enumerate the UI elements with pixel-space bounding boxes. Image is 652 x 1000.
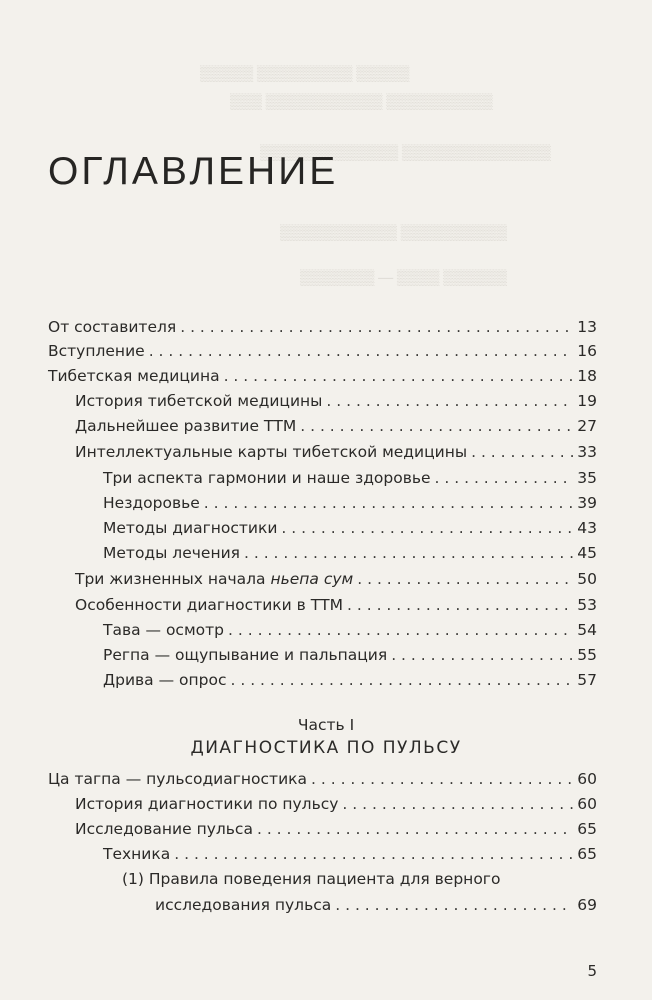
toc-entry[interactable]: [75, 417, 597, 441]
toc-entry-title: Особенности диагностики в ТТМ: [75, 596, 344, 614]
toc-entry-page: 55: [577, 646, 597, 664]
leader-dots: [230, 671, 573, 689]
leader-dots: [244, 544, 573, 562]
show-through-line: ▒▒▒▒▒▒ ▒▒▒▒ — ▒▒▒▒▒▒▒: [300, 270, 507, 286]
toc-entry-page: 16: [577, 342, 597, 360]
leader-dots: [149, 342, 574, 360]
toc-entry-page: 43: [577, 519, 597, 537]
leader-dots: [335, 896, 573, 914]
toc-entry-first-line[interactable]: [122, 870, 500, 894]
toc-entry[interactable]: [75, 596, 597, 620]
toc-entry-title: Тибетская медицина: [48, 367, 220, 385]
toc-entry[interactable]: [75, 392, 597, 416]
toc-entry-title: [75, 570, 353, 588]
toc-entry-page: 57: [577, 671, 597, 689]
toc-entry-title: Регпа — ощупывание и пальпация: [103, 646, 388, 664]
toc-entry-title: Вступление: [48, 342, 145, 360]
leader-dots: [311, 770, 573, 788]
toc-entry-page: 39: [577, 494, 597, 512]
leader-dots: [300, 417, 573, 435]
toc-entry-page: 33: [577, 443, 597, 461]
toc-entry-title: Нездоровье: [103, 494, 200, 512]
toc-entry-title-text: Три жизненных начала: [75, 570, 271, 588]
page-number: 5: [587, 962, 597, 980]
leader-dots: [347, 596, 573, 614]
toc-entry-page: 27: [577, 417, 597, 435]
leader-dots: [228, 621, 573, 639]
toc-entry[interactable]: [103, 646, 597, 670]
toc-entry[interactable]: [75, 570, 597, 594]
toc-entry-page: 19: [577, 392, 597, 410]
toc-entry[interactable]: [48, 342, 597, 366]
toc-entry-title: исследования пульса: [155, 896, 332, 914]
toc-entry[interactable]: [75, 820, 597, 844]
toc-entry-title: История диагностики по пульсу: [75, 795, 339, 813]
toc-entry[interactable]: [75, 795, 597, 819]
toc-entry[interactable]: [103, 469, 597, 493]
toc-entry[interactable]: [155, 896, 597, 920]
leader-dots: [471, 443, 573, 461]
toc-entry-page: 53: [577, 596, 597, 614]
toc-entry[interactable]: [103, 845, 597, 869]
show-through-line: ▒▒▒▒▒▒▒▒▒▒ ▒▒▒▒▒▒▒▒▒▒▒: [280, 225, 507, 241]
leader-dots: [435, 469, 574, 487]
toc-entry[interactable]: [48, 367, 597, 391]
toc-entry-page: 60: [577, 770, 597, 788]
toc-entry-title: Дрива — опрос: [103, 671, 227, 689]
toc-entry-title: Дальнейшее развитие ТТМ: [75, 417, 297, 435]
show-through-line: ▒▒▒▒▒▒▒▒▒▒▒▒▒▒ ▒▒▒▒▒▒▒▒▒▒▒▒▒: [260, 145, 551, 161]
toc-entry-title: Исследование пульса: [75, 820, 253, 838]
leader-dots: [180, 318, 573, 336]
toc-entry-page: 35: [577, 469, 597, 487]
toc-entry-title: (1) Правила поведения пациента для верного: [122, 870, 501, 888]
toc-entry-page: 54: [577, 621, 597, 639]
leader-dots: [224, 367, 574, 385]
part-title: ДИАГНОСТИКА ПО ПУЛЬСУ: [190, 738, 462, 758]
show-through-line: ▒▒▒▒▒▒▒▒▒▒ ▒▒▒▒▒▒▒▒▒▒▒ ▒▒▒: [230, 94, 493, 110]
toc-entry-title: Интеллектуальные карты тибетской медицины: [75, 443, 468, 461]
toc-entry[interactable]: [103, 519, 597, 543]
leader-dots: [257, 820, 573, 838]
toc-entry-page: 60: [577, 795, 597, 813]
leader-dots: [357, 570, 573, 588]
toc-entry[interactable]: [103, 671, 597, 695]
toc-entry-title: Методы лечения: [103, 544, 240, 562]
toc-entry-page: 65: [577, 845, 597, 863]
toc-entry-page: 45: [577, 544, 597, 562]
toc-entry-title-italic: ньепа сум: [270, 570, 354, 588]
toc-entry-page: 13: [577, 318, 597, 336]
toc-entry[interactable]: [75, 443, 597, 467]
toc-entry[interactable]: [48, 318, 597, 342]
toc-entry-title: От составителя: [48, 318, 177, 336]
toc-entry-page: 65: [577, 820, 597, 838]
leader-dots: [342, 795, 573, 813]
part-number: Часть I: [297, 716, 355, 734]
toc-entry[interactable]: [103, 621, 597, 645]
leader-dots: [281, 519, 573, 537]
toc-entry-title: Техника: [103, 845, 171, 863]
toc-entry-title: Тава — осмотр: [103, 621, 225, 639]
page-title: ОГЛАВЛЕНИЕ: [48, 150, 339, 193]
toc-entry[interactable]: [103, 544, 597, 568]
toc-entry-title: История тибетской медицины: [75, 392, 323, 410]
toc-entry-page: 18: [577, 367, 597, 385]
toc-entry-title: Три аспекта гармонии и наше здоровье: [103, 469, 431, 487]
toc-entry-title: Ца тагпа — пульсодиагностика: [48, 770, 308, 788]
leader-dots: [391, 646, 573, 664]
toc-entry[interactable]: [48, 770, 597, 794]
leader-dots: [174, 845, 573, 863]
toc-entry-title: Методы диагностики: [103, 519, 278, 537]
toc-entry-page: 69: [577, 896, 597, 914]
toc-entry-page: 50: [577, 570, 597, 588]
leader-dots: [204, 494, 574, 512]
show-through-line: ▒▒▒▒▒ ▒▒▒▒▒▒▒▒▒ ▒▒▒▒▒: [200, 66, 410, 82]
leader-dots: [326, 392, 573, 410]
toc-entry[interactable]: [103, 494, 597, 518]
